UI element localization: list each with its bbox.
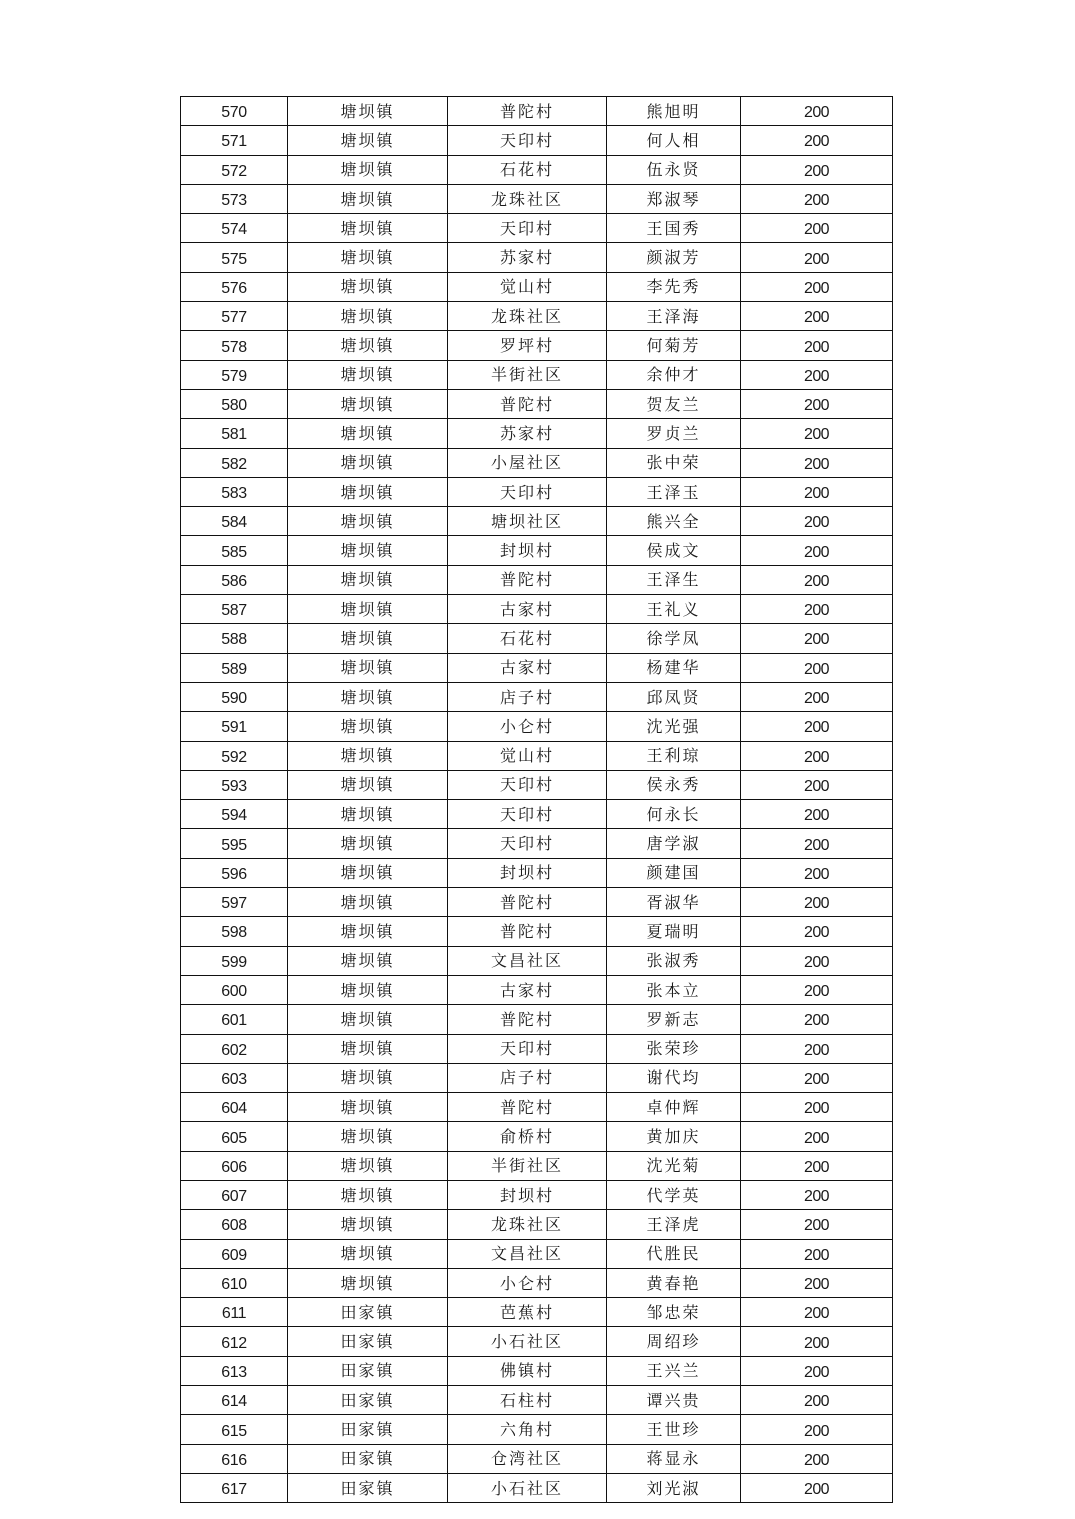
cell-amount: 200 bbox=[741, 184, 893, 213]
table-row bbox=[181, 184, 893, 213]
cell-village: 龙珠社区 bbox=[448, 1210, 607, 1239]
cell-town: 塘坝镇 bbox=[288, 946, 448, 975]
table-row bbox=[181, 1473, 893, 1502]
cell-serial-number: 610 bbox=[181, 1268, 288, 1297]
cell-serial-number: 609 bbox=[181, 1239, 288, 1268]
cell-amount: 200 bbox=[741, 1063, 893, 1092]
cell-serial-number: 615 bbox=[181, 1415, 288, 1444]
cell-person-name: 胥淑华 bbox=[607, 888, 741, 917]
cell-amount: 200 bbox=[741, 946, 893, 975]
cell-village: 天印村 bbox=[448, 126, 607, 155]
cell-person-name: 张淑秀 bbox=[607, 946, 741, 975]
cell-village: 六角村 bbox=[448, 1415, 607, 1444]
cell-village: 文昌社区 bbox=[448, 946, 607, 975]
cell-town: 塘坝镇 bbox=[288, 389, 448, 418]
cell-village: 普陀村 bbox=[448, 888, 607, 917]
cell-serial-number: 614 bbox=[181, 1386, 288, 1415]
table-row bbox=[181, 536, 893, 565]
cell-town: 塘坝镇 bbox=[288, 214, 448, 243]
cell-serial-number: 592 bbox=[181, 741, 288, 770]
cell-person-name: 王国秀 bbox=[607, 214, 741, 243]
cell-serial-number: 607 bbox=[181, 1180, 288, 1209]
table-row bbox=[181, 1327, 893, 1356]
cell-village: 天印村 bbox=[448, 477, 607, 506]
cell-amount: 200 bbox=[741, 243, 893, 272]
table-row bbox=[181, 1210, 893, 1239]
cell-amount: 200 bbox=[741, 917, 893, 946]
cell-serial-number: 586 bbox=[181, 565, 288, 594]
table-row bbox=[181, 1356, 893, 1385]
cell-village: 石花村 bbox=[448, 624, 607, 653]
cell-serial-number: 604 bbox=[181, 1093, 288, 1122]
cell-amount: 200 bbox=[741, 272, 893, 301]
cell-village: 苏家村 bbox=[448, 419, 607, 448]
cell-amount: 200 bbox=[741, 302, 893, 331]
cell-person-name: 周绍珍 bbox=[607, 1327, 741, 1356]
cell-town: 塘坝镇 bbox=[288, 448, 448, 477]
cell-village: 天印村 bbox=[448, 770, 607, 799]
cell-serial-number: 599 bbox=[181, 946, 288, 975]
cell-person-name: 谭兴贵 bbox=[607, 1386, 741, 1415]
cell-town: 塘坝镇 bbox=[288, 360, 448, 389]
table-row bbox=[181, 1268, 893, 1297]
table-row bbox=[181, 360, 893, 389]
roster-table bbox=[180, 96, 893, 1503]
roster-table-body bbox=[181, 97, 893, 1503]
cell-serial-number: 588 bbox=[181, 624, 288, 653]
cell-amount: 200 bbox=[741, 536, 893, 565]
cell-town: 塘坝镇 bbox=[288, 184, 448, 213]
cell-person-name: 罗新志 bbox=[607, 1005, 741, 1034]
cell-amount: 200 bbox=[741, 888, 893, 917]
cell-person-name: 夏瑞明 bbox=[607, 917, 741, 946]
cell-serial-number: 570 bbox=[181, 97, 288, 126]
cell-village: 觉山村 bbox=[448, 741, 607, 770]
cell-serial-number: 617 bbox=[181, 1473, 288, 1502]
cell-serial-number: 576 bbox=[181, 272, 288, 301]
table-row bbox=[181, 243, 893, 272]
cell-village: 俞桥村 bbox=[448, 1122, 607, 1151]
cell-town: 塘坝镇 bbox=[288, 331, 448, 360]
cell-town: 塘坝镇 bbox=[288, 155, 448, 184]
cell-amount: 200 bbox=[741, 1386, 893, 1415]
table-row bbox=[181, 1122, 893, 1151]
cell-person-name: 王泽虎 bbox=[607, 1210, 741, 1239]
table-row bbox=[181, 272, 893, 301]
cell-serial-number: 594 bbox=[181, 800, 288, 829]
cell-amount: 200 bbox=[741, 1034, 893, 1063]
cell-village: 普陀村 bbox=[448, 389, 607, 418]
cell-serial-number: 608 bbox=[181, 1210, 288, 1239]
cell-serial-number: 581 bbox=[181, 419, 288, 448]
cell-town: 塘坝镇 bbox=[288, 975, 448, 1004]
cell-town: 塘坝镇 bbox=[288, 858, 448, 887]
cell-town: 塘坝镇 bbox=[288, 97, 448, 126]
cell-serial-number: 593 bbox=[181, 770, 288, 799]
cell-town: 塘坝镇 bbox=[288, 1034, 448, 1063]
table-row bbox=[181, 507, 893, 536]
cell-serial-number: 583 bbox=[181, 477, 288, 506]
table-row bbox=[181, 1239, 893, 1268]
table-row bbox=[181, 477, 893, 506]
cell-person-name: 卓仲辉 bbox=[607, 1093, 741, 1122]
cell-town: 塘坝镇 bbox=[288, 888, 448, 917]
table-row bbox=[181, 214, 893, 243]
table-row bbox=[181, 1005, 893, 1034]
cell-town: 塘坝镇 bbox=[288, 126, 448, 155]
cell-person-name: 沈光菊 bbox=[607, 1151, 741, 1180]
cell-town: 塘坝镇 bbox=[288, 917, 448, 946]
cell-serial-number: 611 bbox=[181, 1298, 288, 1327]
cell-person-name: 侯永秀 bbox=[607, 770, 741, 799]
cell-serial-number: 613 bbox=[181, 1356, 288, 1385]
cell-amount: 200 bbox=[741, 1210, 893, 1239]
cell-town: 塘坝镇 bbox=[288, 419, 448, 448]
cell-town: 塘坝镇 bbox=[288, 1180, 448, 1209]
cell-town: 塘坝镇 bbox=[288, 1122, 448, 1151]
cell-serial-number: 572 bbox=[181, 155, 288, 184]
cell-serial-number: 584 bbox=[181, 507, 288, 536]
cell-village: 石柱村 bbox=[448, 1386, 607, 1415]
cell-serial-number: 591 bbox=[181, 712, 288, 741]
cell-town: 田家镇 bbox=[288, 1444, 448, 1473]
table-row bbox=[181, 1151, 893, 1180]
cell-serial-number: 585 bbox=[181, 536, 288, 565]
cell-village: 天印村 bbox=[448, 829, 607, 858]
cell-amount: 200 bbox=[741, 507, 893, 536]
cell-town: 塘坝镇 bbox=[288, 1210, 448, 1239]
table-row bbox=[181, 975, 893, 1004]
cell-town: 塘坝镇 bbox=[288, 272, 448, 301]
cell-amount: 200 bbox=[741, 565, 893, 594]
cell-amount: 200 bbox=[741, 1473, 893, 1502]
cell-town: 田家镇 bbox=[288, 1386, 448, 1415]
table-row bbox=[181, 419, 893, 448]
cell-town: 田家镇 bbox=[288, 1473, 448, 1502]
cell-amount: 200 bbox=[741, 331, 893, 360]
cell-amount: 200 bbox=[741, 1005, 893, 1034]
table-row bbox=[181, 97, 893, 126]
cell-village: 普陀村 bbox=[448, 917, 607, 946]
table-row bbox=[181, 1415, 893, 1444]
table-row bbox=[181, 1386, 893, 1415]
cell-village: 罗坪村 bbox=[448, 331, 607, 360]
cell-town: 塘坝镇 bbox=[288, 1093, 448, 1122]
cell-village: 普陀村 bbox=[448, 97, 607, 126]
cell-town: 塘坝镇 bbox=[288, 800, 448, 829]
cell-village: 石花村 bbox=[448, 155, 607, 184]
cell-town: 塘坝镇 bbox=[288, 302, 448, 331]
cell-village: 小仑村 bbox=[448, 1268, 607, 1297]
cell-person-name: 王利琼 bbox=[607, 741, 741, 770]
cell-town: 塘坝镇 bbox=[288, 1239, 448, 1268]
cell-amount: 200 bbox=[741, 97, 893, 126]
table-row bbox=[181, 1034, 893, 1063]
cell-village: 封坝村 bbox=[448, 858, 607, 887]
table-row bbox=[181, 331, 893, 360]
cell-person-name: 张荣珍 bbox=[607, 1034, 741, 1063]
cell-village: 佛镇村 bbox=[448, 1356, 607, 1385]
cell-amount: 200 bbox=[741, 1151, 893, 1180]
cell-village: 仓湾社区 bbox=[448, 1444, 607, 1473]
cell-amount: 200 bbox=[741, 800, 893, 829]
cell-person-name: 王泽玉 bbox=[607, 477, 741, 506]
cell-person-name: 谢代均 bbox=[607, 1063, 741, 1092]
cell-person-name: 唐学淑 bbox=[607, 829, 741, 858]
table-row bbox=[181, 565, 893, 594]
cell-amount: 200 bbox=[741, 419, 893, 448]
cell-town: 塘坝镇 bbox=[288, 477, 448, 506]
table-row bbox=[181, 448, 893, 477]
cell-amount: 200 bbox=[741, 477, 893, 506]
table-row bbox=[181, 389, 893, 418]
cell-village: 芭蕉村 bbox=[448, 1298, 607, 1327]
table-row bbox=[181, 155, 893, 184]
table-row bbox=[181, 1444, 893, 1473]
cell-serial-number: 590 bbox=[181, 682, 288, 711]
cell-person-name: 张本立 bbox=[607, 975, 741, 1004]
cell-village: 小仑村 bbox=[448, 712, 607, 741]
cell-person-name: 王泽海 bbox=[607, 302, 741, 331]
cell-village: 半街社区 bbox=[448, 1151, 607, 1180]
table-row bbox=[181, 946, 893, 975]
cell-amount: 200 bbox=[741, 360, 893, 389]
cell-village: 塘坝社区 bbox=[448, 507, 607, 536]
cell-person-name: 王礼义 bbox=[607, 595, 741, 624]
cell-amount: 200 bbox=[741, 1444, 893, 1473]
cell-village: 店子村 bbox=[448, 682, 607, 711]
cell-amount: 200 bbox=[741, 712, 893, 741]
cell-serial-number: 574 bbox=[181, 214, 288, 243]
cell-village: 半街社区 bbox=[448, 360, 607, 389]
cell-person-name: 王泽生 bbox=[607, 565, 741, 594]
cell-person-name: 熊旭明 bbox=[607, 97, 741, 126]
cell-town: 塘坝镇 bbox=[288, 770, 448, 799]
cell-town: 塘坝镇 bbox=[288, 565, 448, 594]
cell-serial-number: 601 bbox=[181, 1005, 288, 1034]
cell-town: 田家镇 bbox=[288, 1298, 448, 1327]
cell-village: 小屋社区 bbox=[448, 448, 607, 477]
cell-amount: 200 bbox=[741, 975, 893, 1004]
cell-town: 塘坝镇 bbox=[288, 1005, 448, 1034]
cell-amount: 200 bbox=[741, 1180, 893, 1209]
cell-town: 塘坝镇 bbox=[288, 712, 448, 741]
cell-person-name: 余仲才 bbox=[607, 360, 741, 389]
cell-person-name: 罗贞兰 bbox=[607, 419, 741, 448]
cell-amount: 200 bbox=[741, 214, 893, 243]
table-row bbox=[181, 741, 893, 770]
cell-serial-number: 582 bbox=[181, 448, 288, 477]
cell-village: 店子村 bbox=[448, 1063, 607, 1092]
table-row bbox=[181, 624, 893, 653]
cell-serial-number: 573 bbox=[181, 184, 288, 213]
cell-serial-number: 605 bbox=[181, 1122, 288, 1151]
cell-village: 普陀村 bbox=[448, 1093, 607, 1122]
cell-person-name: 何人相 bbox=[607, 126, 741, 155]
cell-serial-number: 597 bbox=[181, 888, 288, 917]
cell-person-name: 代胜民 bbox=[607, 1239, 741, 1268]
table-row bbox=[181, 770, 893, 799]
table-row bbox=[181, 917, 893, 946]
cell-village: 天印村 bbox=[448, 214, 607, 243]
cell-person-name: 邱凤贤 bbox=[607, 682, 741, 711]
cell-amount: 200 bbox=[741, 448, 893, 477]
cell-serial-number: 577 bbox=[181, 302, 288, 331]
cell-person-name: 郑淑琴 bbox=[607, 184, 741, 213]
cell-amount: 200 bbox=[741, 653, 893, 682]
cell-town: 塘坝镇 bbox=[288, 682, 448, 711]
table-row bbox=[181, 800, 893, 829]
cell-serial-number: 603 bbox=[181, 1063, 288, 1092]
cell-amount: 200 bbox=[741, 1327, 893, 1356]
cell-amount: 200 bbox=[741, 1122, 893, 1151]
cell-serial-number: 596 bbox=[181, 858, 288, 887]
cell-village: 觉山村 bbox=[448, 272, 607, 301]
cell-person-name: 杨建华 bbox=[607, 653, 741, 682]
cell-person-name: 何菊芳 bbox=[607, 331, 741, 360]
cell-village: 古家村 bbox=[448, 653, 607, 682]
cell-town: 田家镇 bbox=[288, 1356, 448, 1385]
cell-amount: 200 bbox=[741, 1356, 893, 1385]
cell-amount: 200 bbox=[741, 1093, 893, 1122]
table-row bbox=[181, 595, 893, 624]
cell-serial-number: 589 bbox=[181, 653, 288, 682]
cell-town: 塘坝镇 bbox=[288, 243, 448, 272]
cell-amount: 200 bbox=[741, 858, 893, 887]
cell-serial-number: 580 bbox=[181, 389, 288, 418]
cell-person-name: 王兴兰 bbox=[607, 1356, 741, 1385]
cell-serial-number: 606 bbox=[181, 1151, 288, 1180]
cell-town: 塘坝镇 bbox=[288, 536, 448, 565]
cell-amount: 200 bbox=[741, 770, 893, 799]
cell-serial-number: 616 bbox=[181, 1444, 288, 1473]
cell-person-name: 徐学凤 bbox=[607, 624, 741, 653]
cell-person-name: 李先秀 bbox=[607, 272, 741, 301]
cell-person-name: 伍永贤 bbox=[607, 155, 741, 184]
cell-village: 苏家村 bbox=[448, 243, 607, 272]
cell-person-name: 黄春艳 bbox=[607, 1268, 741, 1297]
cell-amount: 200 bbox=[741, 1298, 893, 1327]
cell-person-name: 代学英 bbox=[607, 1180, 741, 1209]
table-row bbox=[181, 1063, 893, 1092]
cell-village: 封坝村 bbox=[448, 536, 607, 565]
cell-person-name: 邹忠荣 bbox=[607, 1298, 741, 1327]
table-row bbox=[181, 712, 893, 741]
cell-amount: 200 bbox=[741, 1268, 893, 1297]
cell-serial-number: 571 bbox=[181, 126, 288, 155]
cell-person-name: 熊兴全 bbox=[607, 507, 741, 536]
table-row bbox=[181, 1180, 893, 1209]
cell-village: 封坝村 bbox=[448, 1180, 607, 1209]
cell-person-name: 蒋显永 bbox=[607, 1444, 741, 1473]
cell-town: 塘坝镇 bbox=[288, 507, 448, 536]
cell-person-name: 张中荣 bbox=[607, 448, 741, 477]
cell-town: 塘坝镇 bbox=[288, 829, 448, 858]
cell-serial-number: 600 bbox=[181, 975, 288, 1004]
cell-amount: 200 bbox=[741, 1239, 893, 1268]
cell-serial-number: 602 bbox=[181, 1034, 288, 1063]
cell-town: 田家镇 bbox=[288, 1415, 448, 1444]
cell-amount: 200 bbox=[741, 741, 893, 770]
cell-village: 龙珠社区 bbox=[448, 302, 607, 331]
cell-amount: 200 bbox=[741, 155, 893, 184]
cell-amount: 200 bbox=[741, 682, 893, 711]
table-row bbox=[181, 682, 893, 711]
cell-village: 普陀村 bbox=[448, 1005, 607, 1034]
cell-serial-number: 612 bbox=[181, 1327, 288, 1356]
cell-amount: 200 bbox=[741, 389, 893, 418]
cell-village: 古家村 bbox=[448, 975, 607, 1004]
cell-town: 塘坝镇 bbox=[288, 595, 448, 624]
table-row bbox=[181, 1298, 893, 1327]
table-row bbox=[181, 829, 893, 858]
cell-amount: 200 bbox=[741, 829, 893, 858]
cell-village: 小石社区 bbox=[448, 1473, 607, 1502]
table-row bbox=[181, 126, 893, 155]
cell-village: 普陀村 bbox=[448, 565, 607, 594]
cell-person-name: 王世珍 bbox=[607, 1415, 741, 1444]
table-row bbox=[181, 1093, 893, 1122]
cell-amount: 200 bbox=[741, 595, 893, 624]
cell-serial-number: 598 bbox=[181, 917, 288, 946]
cell-person-name: 颜建国 bbox=[607, 858, 741, 887]
cell-town: 塘坝镇 bbox=[288, 1268, 448, 1297]
cell-village: 天印村 bbox=[448, 1034, 607, 1063]
cell-town: 田家镇 bbox=[288, 1327, 448, 1356]
cell-amount: 200 bbox=[741, 624, 893, 653]
cell-person-name: 贺友兰 bbox=[607, 389, 741, 418]
cell-person-name: 颜淑芳 bbox=[607, 243, 741, 272]
cell-town: 塘坝镇 bbox=[288, 1151, 448, 1180]
cell-person-name: 沈光强 bbox=[607, 712, 741, 741]
table-row bbox=[181, 858, 893, 887]
cell-serial-number: 578 bbox=[181, 331, 288, 360]
cell-person-name: 侯成文 bbox=[607, 536, 741, 565]
cell-town: 塘坝镇 bbox=[288, 624, 448, 653]
cell-person-name: 刘光淑 bbox=[607, 1473, 741, 1502]
cell-village: 古家村 bbox=[448, 595, 607, 624]
table-row bbox=[181, 302, 893, 331]
cell-town: 塘坝镇 bbox=[288, 741, 448, 770]
cell-amount: 200 bbox=[741, 126, 893, 155]
cell-person-name: 何永长 bbox=[607, 800, 741, 829]
cell-village: 龙珠社区 bbox=[448, 184, 607, 213]
cell-serial-number: 595 bbox=[181, 829, 288, 858]
table-row bbox=[181, 888, 893, 917]
cell-village: 小石社区 bbox=[448, 1327, 607, 1356]
table-row bbox=[181, 653, 893, 682]
cell-serial-number: 575 bbox=[181, 243, 288, 272]
cell-town: 塘坝镇 bbox=[288, 653, 448, 682]
cell-amount: 200 bbox=[741, 1415, 893, 1444]
cell-town: 塘坝镇 bbox=[288, 1063, 448, 1092]
cell-serial-number: 579 bbox=[181, 360, 288, 389]
cell-village: 文昌社区 bbox=[448, 1239, 607, 1268]
cell-person-name: 黄加庆 bbox=[607, 1122, 741, 1151]
cell-serial-number: 587 bbox=[181, 595, 288, 624]
cell-village: 天印村 bbox=[448, 800, 607, 829]
